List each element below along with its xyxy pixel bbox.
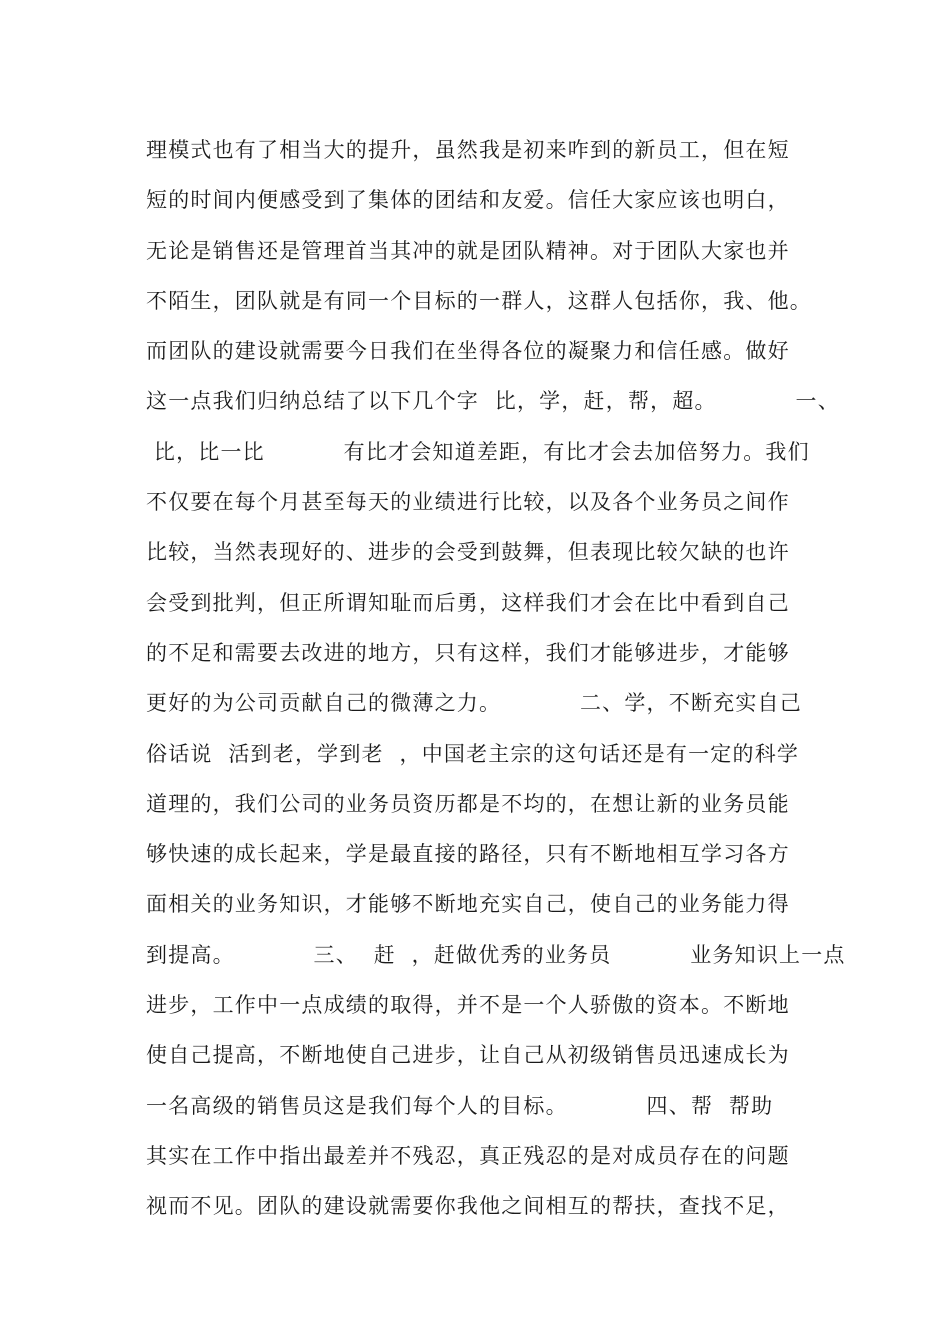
text-line: 比较，当然表现好的、进步的会受到鼓舞，但表现比较欠缺的也许	[146, 540, 790, 565]
text-line: 视而不见。团队的建设就需要你我他之间相互的帮扶，查找不足，	[146, 1194, 790, 1219]
text-line: 俗话说 活到老，学到老 ，中国老主宗的这句话还是有一定的科学	[146, 741, 800, 766]
text-line: 无论是销售还是管理首当其冲的就是团队精神。对于团队大家也并	[146, 238, 790, 263]
text-line: 这一点我们归纳总结了以下几个字 比，学，赶，帮，超。 一、	[146, 389, 840, 414]
text-line: 够快速的成长起来，学是最直接的路径，只有不断地相互学习各方	[146, 842, 790, 867]
text-line: 道理的，我们公司的业务员资历都是不均的，在想让新的业务员能	[146, 791, 790, 816]
text-line: 使自己提高，不断地使自己进步，让自己从初级销售员迅速成长为	[146, 1043, 790, 1068]
text-line: 进步，工作中一点成绩的取得，并不是一个人骄傲的资本。不断地	[146, 993, 790, 1018]
text-line: 不陌生，团队就是有同一个目标的一群人，这群人包括你，我、他。	[146, 288, 812, 313]
text-line: 一名高级的销售员这是我们每个人的目标。 四、帮 帮助	[146, 1093, 774, 1118]
text-line: 面相关的业务知识，才能够不断地充实自己，使自己的业务能力得	[146, 892, 790, 917]
text-line: 不仅要在每个月甚至每天的业绩进行比较，以及各个业务员之间作	[146, 490, 790, 515]
text-line: 会受到批判，但正所谓知耻而后勇，这样我们才会在比中看到自己	[146, 590, 790, 615]
text-line: 短的时间内便感受到了集体的团结和友爱。信任大家应该也明白，	[146, 188, 790, 213]
text-line: 更好的为公司贡献自己的微薄之力。 二、学，不断充实自己	[146, 691, 802, 716]
text-line: 的不足和需要去改进的地方，只有这样，我们才能够进步，才能够	[146, 640, 790, 665]
text-line: 理模式也有了相当大的提升，虽然我是初来咋到的新员工，但在短	[146, 138, 790, 162]
body-text	[146, 132, 846, 1239]
text-line: 比，比一比 有比才会知道差距，有比才会去加倍努力。我们	[146, 439, 810, 464]
text-line: 其实在工作中指出最差并不残忍，真正残忍的是对成员存在的问题	[146, 1143, 790, 1168]
text-line: 而团队的建设就需要今日我们在坐得各位的凝聚力和信任感。做好	[146, 339, 790, 364]
text-line: 到提高。 三、 赶 ，赶做优秀的业务员 业务知识上一点	[146, 942, 846, 967]
